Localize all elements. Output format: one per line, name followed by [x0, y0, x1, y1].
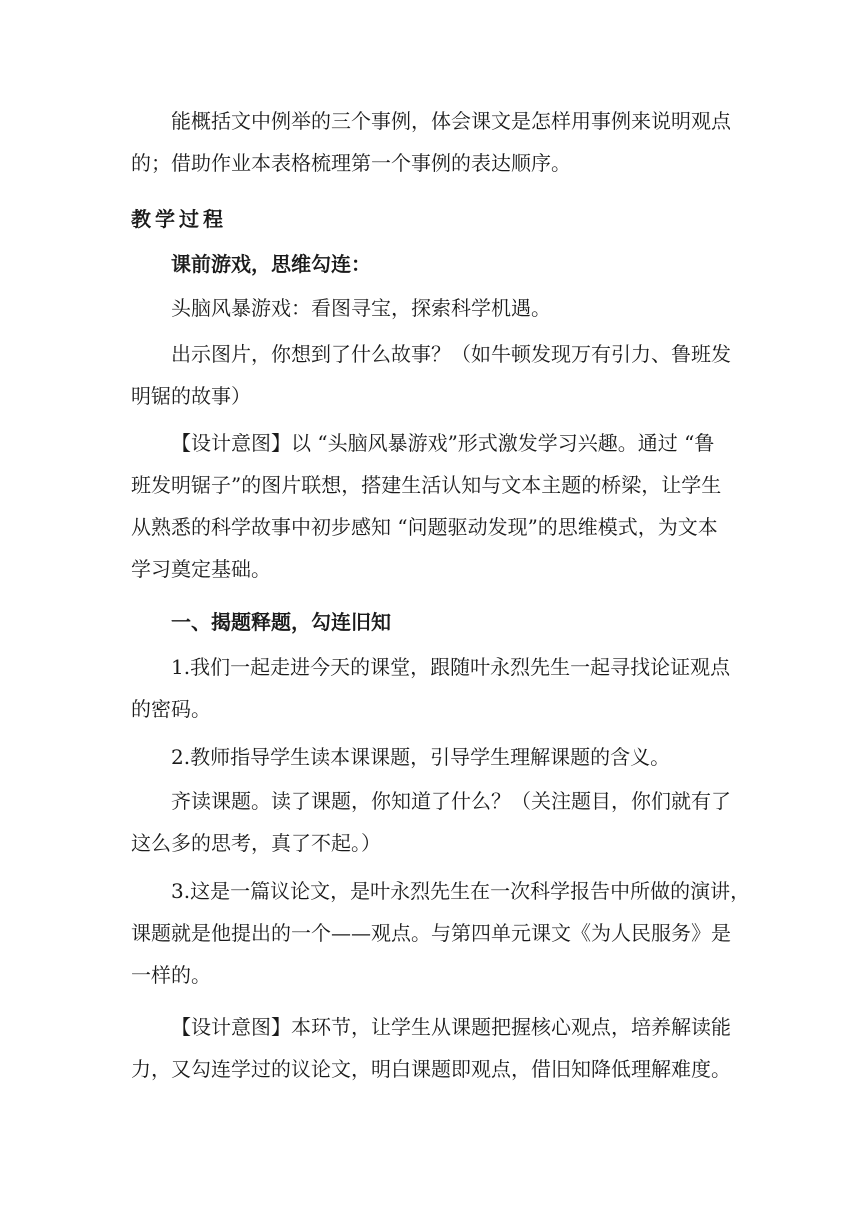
text-line: 学习奠定基础。 — [131, 557, 271, 581]
step-1-paragraph — [131, 646, 741, 730]
heading-text: 课前游戏，思维勾连： — [171, 252, 371, 276]
text-line: 出示图片，你想到了什么故事？（如牛顿发现万有引力、鲁班发 — [171, 342, 731, 366]
heading-text: 一、揭题释题，勾连旧知 — [171, 610, 391, 634]
text-line: 3.这是一篇议论文，是叶永烈先生在一次科学报告中所做的演讲， — [171, 879, 751, 903]
design-intent-paragraph-1 — [131, 422, 741, 590]
text-line: 的密码。 — [131, 697, 211, 721]
text-line: 班发明锯子”的图片联想，搭建生活认知与文本主题的桥梁，让学生 — [131, 473, 722, 497]
heading-text: 教学过程 — [131, 207, 227, 231]
text-line: 一样的。 — [131, 963, 211, 987]
show-picture-paragraph — [131, 333, 741, 417]
text-line: 齐读课题。读了课题，你知道了什么？（关注题目，你们就有了 — [171, 789, 731, 813]
text-line: 课题就是他提出的一个——观点。与第四单元课文《为人民服务》是 — [131, 921, 731, 945]
text-line: 【设计意图】以 “头脑风暴游戏”形式激发学习兴趣。通过 “鲁 — [171, 431, 715, 455]
section-heading-teaching-process — [131, 198, 741, 240]
brainstorm-paragraph — [131, 287, 741, 329]
text-line: 的；借助作业本表格梳理第一个事例的表达顺序。 — [131, 151, 571, 175]
step-3-paragraph — [131, 870, 751, 996]
learning-goal-paragraph — [131, 100, 741, 184]
section-one-heading — [131, 601, 741, 643]
text-line: 能概括文中例举的三个事例，体会课文是怎样用事例来说明观点 — [171, 109, 731, 133]
read-title-paragraph — [131, 780, 741, 864]
text-line: 力，又勾连学过的议论文，明白课题即观点，借旧知降低理解难度。 — [131, 1057, 731, 1081]
text-line: 1.我们一起走进今天的课堂，跟随叶永烈先生一起寻找论证观点 — [171, 655, 731, 679]
text-line: 明锯的故事） — [131, 384, 251, 408]
text-line: 这么多的思考，真了不起。） — [131, 831, 381, 855]
text-line: 【设计意图】本环节，让学生从课题把握核心观点，培养解读能 — [171, 1015, 731, 1039]
pregame-heading — [131, 243, 741, 285]
text-line: 头脑风暴游戏：看图寻宝，探索科学机遇。 — [171, 296, 551, 320]
step-2-paragraph — [131, 736, 741, 778]
text-line: 2.教师指导学生读本课课题，引导学生理解课题的含义。 — [171, 745, 671, 769]
design-intent-paragraph-2 — [131, 1006, 741, 1090]
text-line: 从熟悉的科学故事中初步感知 “问题驱动发现”的思维模式，为文本 — [131, 515, 718, 539]
